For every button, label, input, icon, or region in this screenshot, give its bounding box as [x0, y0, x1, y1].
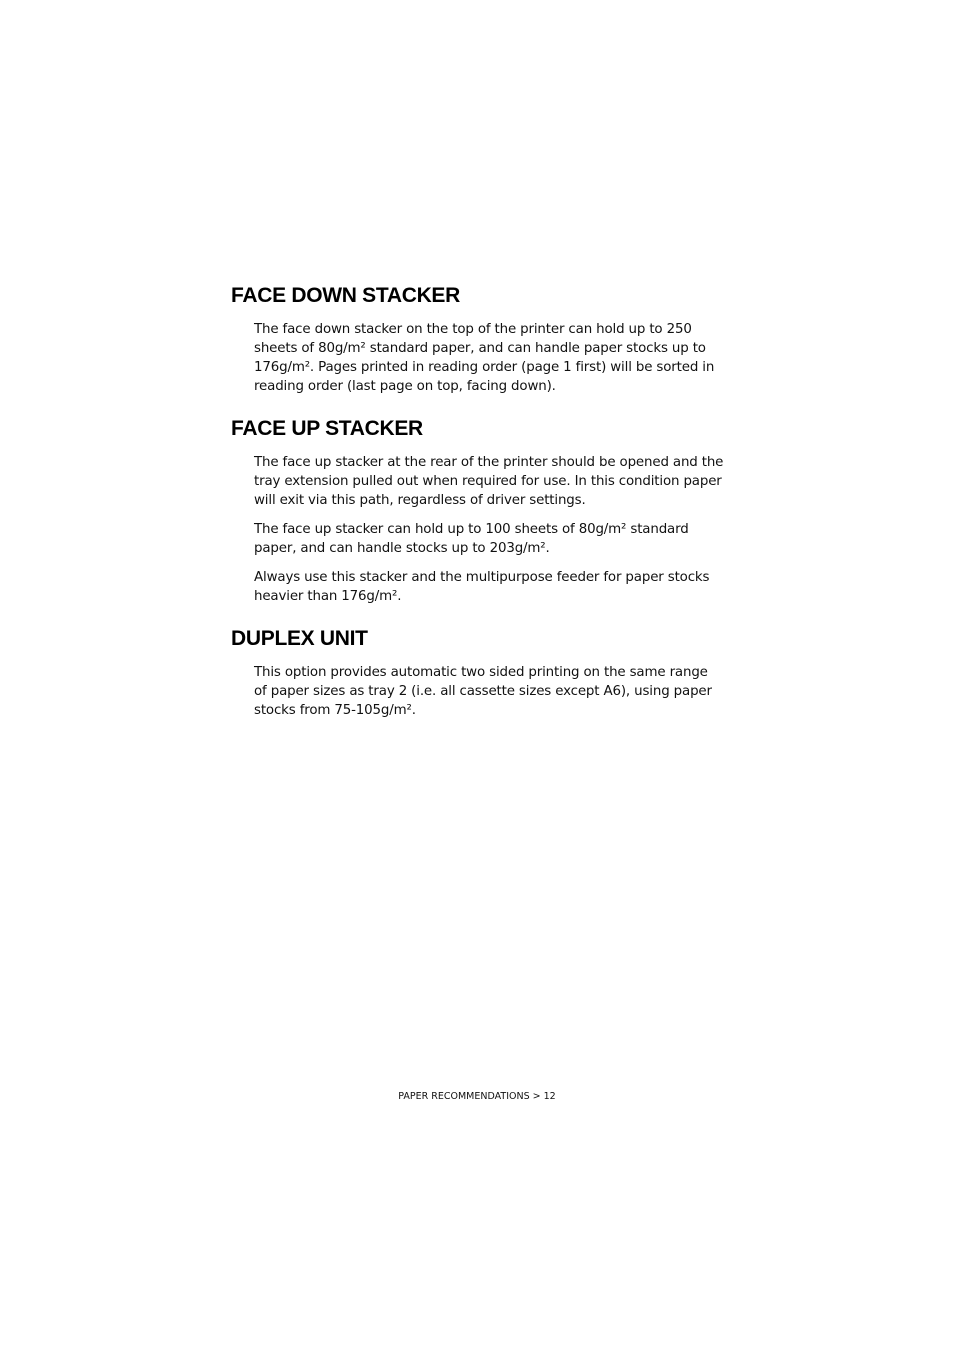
- heading-duplex-unit: DUPLEX UNIT: [231, 627, 368, 650]
- paragraph-face-up-stacker-3: Always use this stacker and the multipurpose feeder for paper stocks heavier than 176g/m².: [254, 570, 710, 604]
- page-footer: PAPER RECOMMENDATIONS > 12: [398, 1091, 556, 1102]
- heading-face-up-stacker: FACE UP STACKER: [231, 417, 423, 440]
- paragraph-duplex-unit: This option provides automatic two sided printing on the same range of paper sizes as tray 2 (i.e. all cassette sizes except A6), using paper stocks from 75-105g/m².: [254, 665, 712, 718]
- heading-face-down-stacker: FACE DOWN STACKER: [231, 284, 461, 307]
- section-face-down-stacker: [231, 284, 731, 396]
- paragraph-face-up-stacker-1: The face up stacker at the rear of the printer should be opened and the tray extension pulled out when required for use. In this condition paper will exit via this path, regardless of driver settings.: [254, 455, 724, 508]
- section-face-up-stacker: [231, 417, 731, 606]
- paragraph-face-down-stacker: The face down stacker on the top of the printer can hold up to 250 sheets of 80g/m² standard paper, and can handle paper stocks up to 176g/m². Pages printed in reading order (page 1 first) will be sorted in reading order (last page on top, facing down).: [254, 322, 715, 394]
- section-duplex-unit: [231, 627, 731, 720]
- paragraph-face-up-stacker-2: The face up stacker can hold up to 100 sheets of 80g/m² standard paper, and can handle stocks up to 203g/m².: [254, 522, 689, 556]
